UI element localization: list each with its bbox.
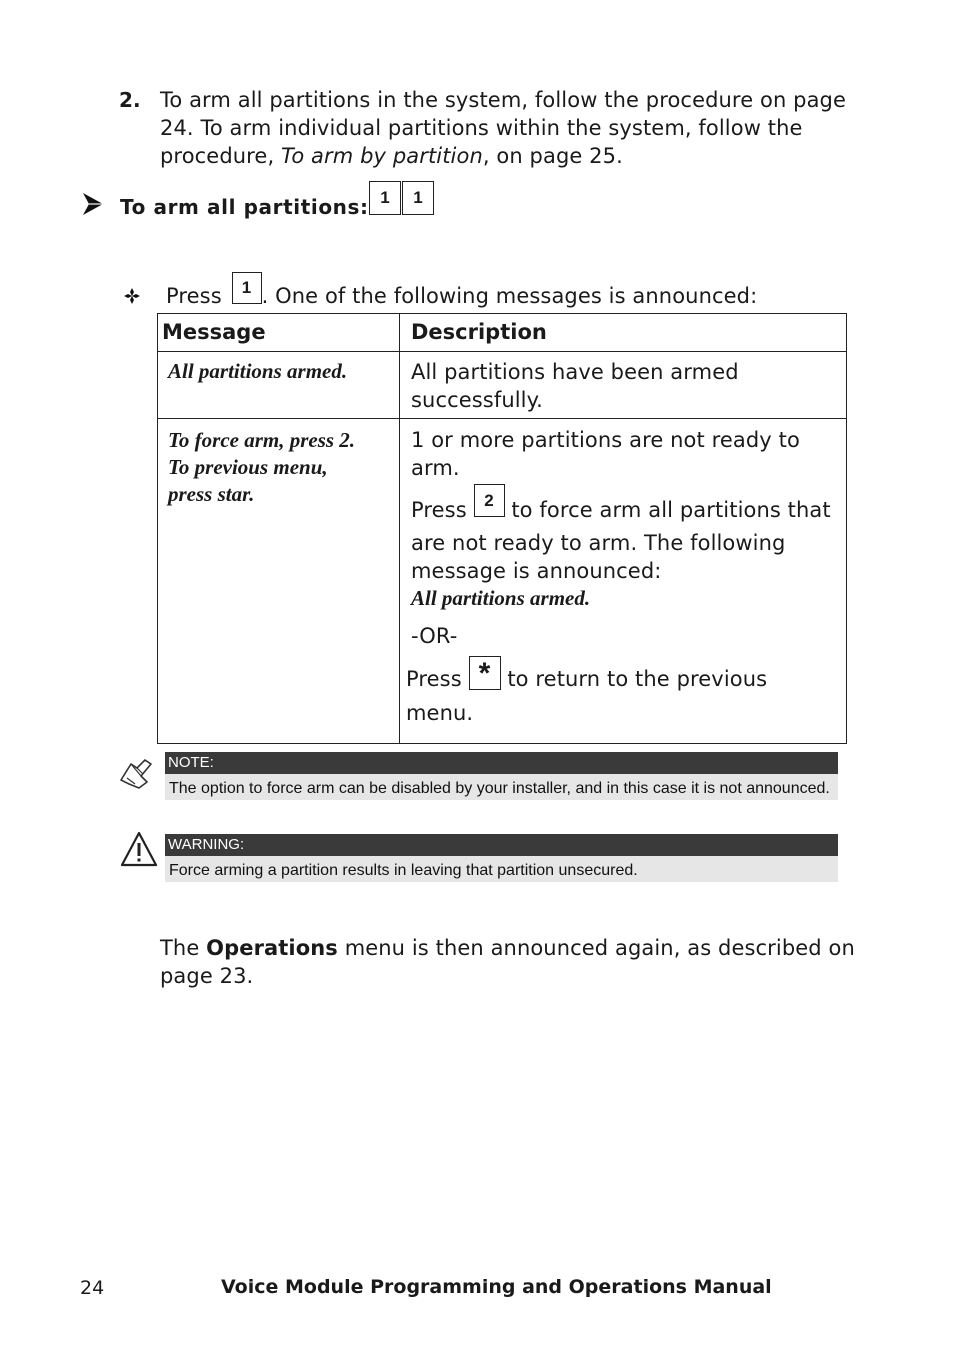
arrow-bullet-icon (82, 192, 104, 220)
key-box: 1 (232, 272, 262, 304)
note-box (165, 752, 838, 800)
table-row (158, 419, 847, 744)
note-text: The option to force arm can be disabled by your installer, and in this case it is not announced. (165, 774, 838, 800)
step-text (160, 86, 865, 170)
key-box: 1 (402, 181, 434, 215)
message-line: press star. (168, 482, 255, 506)
table-header-description: Description (400, 314, 847, 352)
table-row (158, 352, 847, 419)
warning-triangle-icon (120, 831, 158, 871)
key-box: 2 (474, 484, 505, 517)
section-heading: To arm all partitions: (120, 195, 369, 219)
press-prefix: Press (411, 498, 467, 522)
key-box: 1 (369, 181, 401, 215)
warning-text: Force arming a partition results in leaving that partition unsecured. (165, 856, 838, 882)
closing-bold: Operations (206, 936, 338, 960)
page-number: 24 (80, 1277, 105, 1299)
description-text: All partitions have been armed successfully. (411, 360, 739, 412)
messages-table (157, 313, 847, 744)
press-line (166, 278, 866, 314)
step-text-part1: To arm all partitions in the system, follow the procedure on page 24. To arm individual partitions within the system, follow the procedure, (160, 88, 846, 168)
press-suffix: to force arm all partitions that are not ready to arm. The following message is announced: (411, 498, 831, 583)
step-text-italic: To arm by partition (281, 144, 483, 168)
message-cell (158, 419, 400, 744)
press-suffix: to return to the previous menu. (406, 667, 768, 725)
description-cell (400, 352, 847, 419)
star-key-box: * (469, 656, 501, 690)
message-line: To force arm, press 2. (168, 428, 356, 452)
heading-keys (369, 181, 434, 215)
warning-box (165, 834, 838, 882)
press-prefix: Press (166, 284, 222, 308)
press-suffix: . One of the following messages is announced: (261, 284, 758, 308)
or-separator: -OR- (411, 624, 458, 648)
description-text: 1 or more partitions are not ready to arm. (411, 428, 800, 480)
table-header-message: Message (158, 314, 400, 352)
table-header-row (158, 314, 847, 352)
warning-title: WARNING: (165, 834, 838, 856)
step-number: 2. (119, 88, 141, 112)
closing-prefix: The (160, 936, 207, 960)
message-line: To previous menu, (168, 455, 328, 479)
closing-suffix: menu is then announced again, as described on page 23. (160, 936, 855, 988)
note-title: NOTE: (165, 752, 838, 774)
press-prefix: Press (406, 667, 462, 691)
diamond-bullet-icon (123, 287, 141, 309)
note-hand-icon (117, 754, 157, 798)
closing-paragraph (160, 934, 870, 990)
description-cell (400, 419, 847, 744)
force-arm-instruction (411, 491, 836, 585)
step-text-part2: , on page 25. (482, 144, 623, 168)
message-text: All partitions armed. (168, 359, 348, 383)
footer-title: Voice Module Programming and Operations Manual (221, 1276, 772, 1298)
star-instruction (406, 657, 836, 730)
message-cell (158, 352, 400, 419)
announced-message: All partitions armed. (411, 586, 591, 610)
